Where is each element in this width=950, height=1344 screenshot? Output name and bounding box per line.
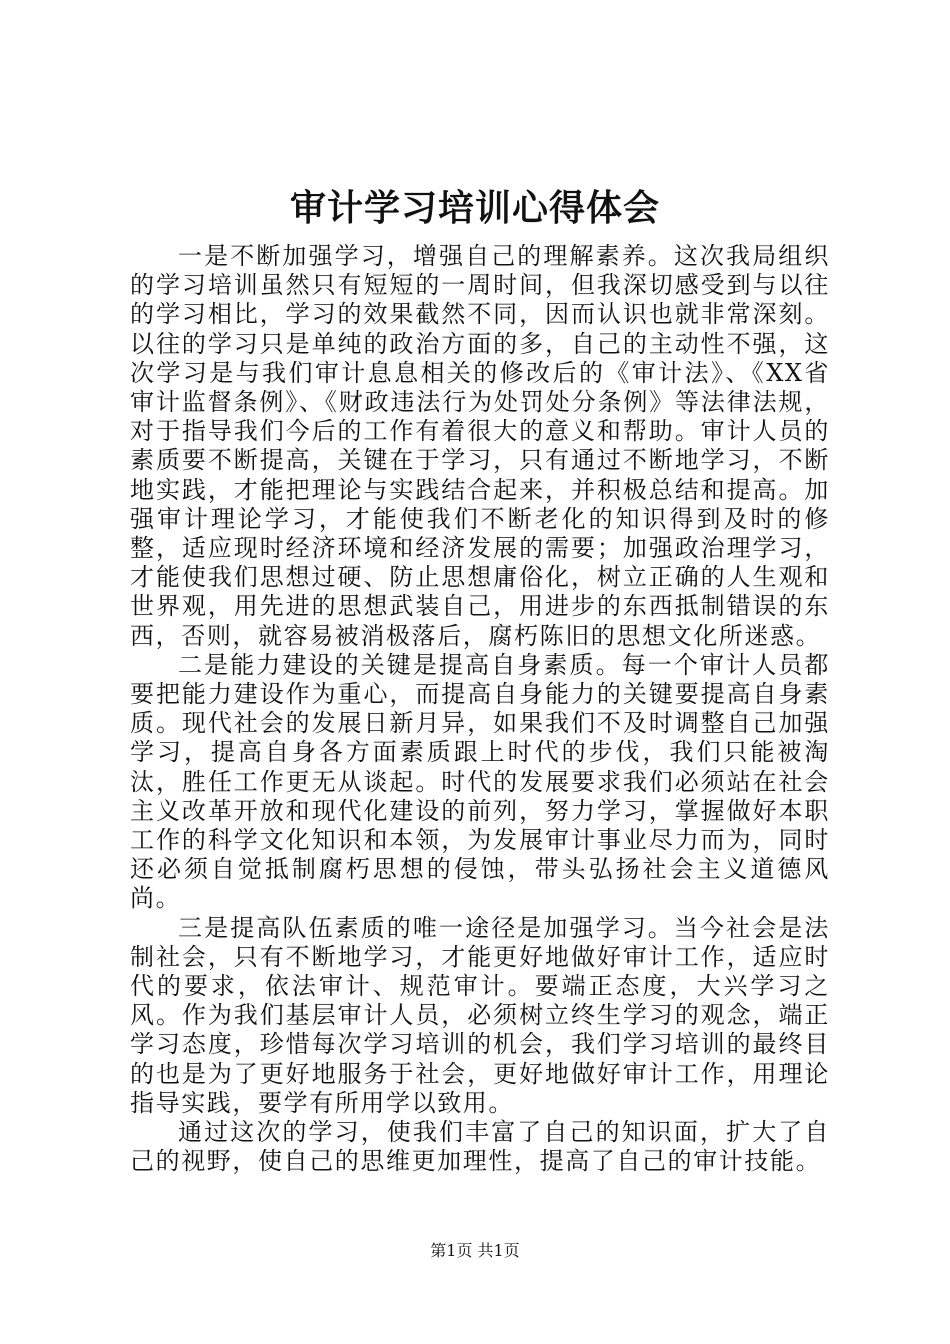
paragraph-1: 一是不断加强学习，增强自己的理解素养。这次我局组织的学习培训虽然只有短短的一周时间，但我深切感受到与以往的学习相比，学习的效果截然不同，因而认识也就非常深刻。以往的学习只是单纯的政治方面的多，自己的主动性不强，这次学习是与我们审计息息相关的修改后的《审计法》、《XX省审计监督条例》、《财政违法行为处罚处分条例》等法律法规，对于指导我们今后的工作有着很大的意义和帮助。审计人员的素质要不断提高，关键在于学习，只有通过不断地学习，不断地实践，才能把理论与实践结合起来，并积极总结和提高。加强审计理论学习，才能使我们不断老化的知识得到及时的修整，适应现时经济环境和经济发展的需要；加强政治理学习，才能使我们思想过硬、防止思想庸俗化，树立正确的人生观和世界观，用先进的思想武装自己，用进步的东西抵制错误的东西，否则，就容易被消极落后，腐朽陈旧的思想文化所迷惑。 — [130, 242, 830, 650]
document-body — [130, 242, 830, 1177]
document-title: 审计学习培训心得体会 — [289, 187, 660, 229]
paragraph-2: 二是能力建设的关键是提高自身素质。每一个审计人员都要把能力建设作为重心，而提高自身能力的关键要提高自身素质。现代社会的发展日新月异，如果我们不及时调整自己加强学习，提高自身各方面素质跟上时代的步伐，我们只能被淘汰，胜任工作更无从谈起。时代的发展要求我们必须站在社会主义改革开放和现代化建设的前列，努力学习，掌握做好本职工作的科学文化知识和本领，为发展审计事业尽力而为，同时还必须自觉抵制腐朽思想的侵蚀，带头弘扬社会主义道德风尚。 — [130, 650, 830, 913]
paragraph-4: 通过这次的学习，使我们丰富了自己的知识面，扩大了自己的视野，使自己的思维更加理性，提高了自己的审计技能。 — [130, 1118, 830, 1176]
page-number-footer: 第1页 共1页 — [430, 1241, 520, 1260]
paragraph-3: 三是提高队伍素质的唯一途径是加强学习。当今社会是法制社会，只有不断地学习，才能更好地做好审计工作，适应时代的要求，依法审计、规范审计。要端正态度，大兴学习之风。作为我们基层审计人员，必须树立终生学习的观念，端正学习态度，珍惜每次学习培训的机会，我们学习培训的最终目的也是为了更好地服务于社会，更好地做好审计工作，用理论指导实践，要学有所用学以致用。 — [130, 913, 830, 1117]
